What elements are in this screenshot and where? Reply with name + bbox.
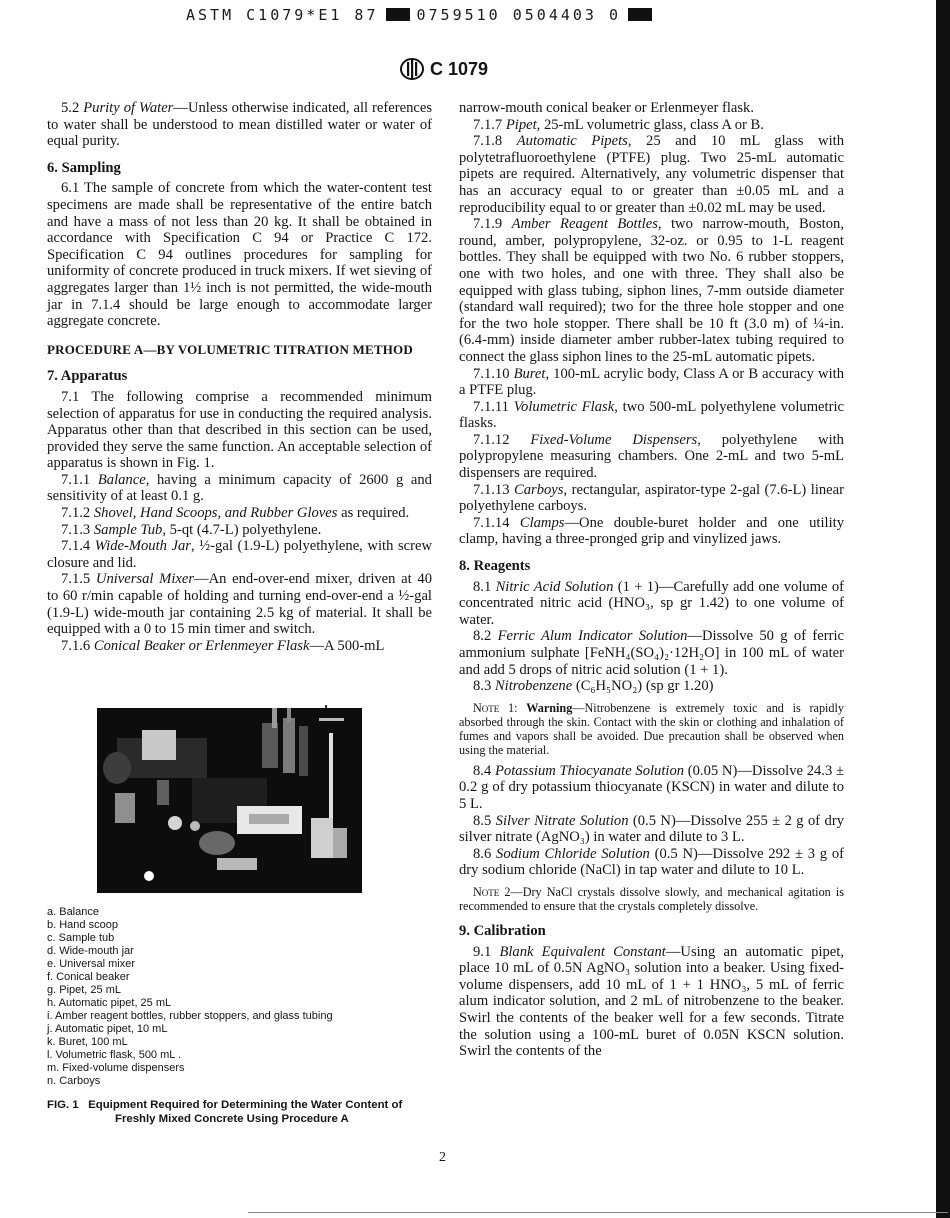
para-7-1: 7.1 The following comprise a recommended minimum selection of apparatus for use in conducting the required analysis. Apparatus other than that described in this section can be used, provided they serve the same function. An acceptable selection of apparatus is shown in Fig. 1. xyxy=(47,388,432,472)
legend-item: n. Carboys xyxy=(47,1075,101,1087)
note-1: Note 1: Warning—Nitrobenzene is extremely toxic and is rapidly absorbed through the skin. Contact with the skin or clothing and inhalation of fumes and vapors shall be avoided. Due precaution shall be observed when using the material. xyxy=(459,700,844,757)
para-7-1-14: 7.1.14 Clamps—One double-buret holder and one utility clamp, having a three-pronged grip and vinylized jaws. xyxy=(459,514,844,548)
para-7-1-7: 7.1.7 Pipet, 25-mL volumetric glass, class A or B. xyxy=(473,116,764,133)
caption-line-1: Equipment Required for Determining the Water Content of xyxy=(88,1099,403,1111)
section-7-heading: 7. Apparatus xyxy=(47,368,128,385)
black-mark-end xyxy=(628,8,652,21)
para-8-6: 8.6 Sodium Chloride Solution (0.5 N)—Dissolve 292 ± 3 g of dry sodium chloride (NaCl) in tap water and dilute to 10 L. xyxy=(459,845,844,879)
para-7-1-12: 7.1.12 Fixed-Volume Dispensers, polyethylene with polypropylene measuring chambers. One 2-mL and two 5-mL dispensers are required. xyxy=(459,431,844,482)
para-7-1-4: 7.1.4 Wide-Mouth Jar, ½-gal (1.9-L) polyethylene, with screw closure and lid. xyxy=(47,538,433,571)
para-7-1-3: 7.1.3 Sample Tub, 5-qt (4.7-L) polyethylene. xyxy=(61,521,322,538)
para-6-1: 6.1 The sample of concrete from which the water-content test specimens are made shall be representative of the entire batch and have a mass of not less than 20 kg. It shall be obtained in accordance with Specification C 94 or Practice C 172. Specification C 94 outlines procedures for sampling for uniformity of concrete produced in truck mixers. If wet sieving of aggregates larger than 1½ inch is not permitted, the wide-mouth jar in 7.1.4 should be large enough to accommodate larger aggregate concrete. xyxy=(47,180,432,330)
scan-code-part2: 0759510 0504403 0 xyxy=(416,6,622,24)
legend-item: f. Conical beaker xyxy=(47,971,130,983)
figure-legend xyxy=(47,906,333,1088)
para-8-2: 8.2 Ferric Alum Indicator Solution—Dissolve 50 g of ferric ammonium sulphate [FeNH₄(SO₄)₂·12H₂O] in 100 mL of water and add 5 drops of nitric acid solution (1 + 1). xyxy=(459,628,845,678)
legend-item: k. Buret, 100 mL xyxy=(47,1036,128,1048)
note-2: Note 2—Dry NaCl crystals dissolve slowly, and mechanical agitation is recommended to ensure that the crystals completely dissolve. xyxy=(459,884,844,913)
right-column xyxy=(459,100,844,1060)
para-7-1-6: 7.1.6 Conical Beaker or Erlenmeyer Flask—A 500-mL xyxy=(61,637,385,654)
designation: C 1079 xyxy=(430,59,489,79)
black-mark xyxy=(386,8,410,21)
page-number: 2 xyxy=(439,1150,446,1165)
para-8-5: 8.5 Silver Nitrate Solution (0.5 N)—Dissolve 255 ± 2 g of dry silver nitrate (AgNO₃) in water and dilute to 3 L. xyxy=(459,812,844,846)
legend-item: c. Sample tub xyxy=(47,932,115,944)
figure-caption xyxy=(47,1098,437,1126)
para-8-4: 8.4 Potassium Thiocyanate Solution (0.05 N)—Dissolve 24.3 ± 0.2 g of dry potassium thiocyanate (KSCN) in water and dilute to 5 L. xyxy=(459,762,844,812)
para-7-1-6-cont: narrow-mouth conical beaker or Erlenmeyer flask. xyxy=(459,100,754,116)
legend-item: j. Automatic pipet, 10 mL xyxy=(47,1023,168,1035)
legend-item: h. Automatic pipet, 25 mL xyxy=(47,997,172,1009)
para-7-1-13: 7.1.13 Carboys, rectangular, aspirator-type 2-gal (7.6-L) linear polyethylene carboys. xyxy=(459,481,844,515)
legend-item: m. Fixed-volume dispensers xyxy=(47,1062,185,1074)
para-7-1-8: 7.1.8 Automatic Pipets, 25 and 10 mL glass with polytetrafluoroethylene (PTFE) plug. Two 25-mL automatic pipets are required. Alternatively, any volumetric dispenser that has an accuracy equal to or greater than ±0.05 mL and a reproducibility equal to or greater than ±0.02 mL may be used. xyxy=(459,133,844,216)
scan-code-part1: ASTM C1079*E1 87 xyxy=(186,6,379,24)
para-7-1-2: 7.1.2 Shovel, Hand Scoops, and Rubber Gloves as required. xyxy=(61,505,410,522)
para-5-2: 5.2 Purity of Water—Unless otherwise indicated, all references to water shall be understood to mean distilled water or water of equal purity. xyxy=(47,100,432,150)
legend-item: a. Balance xyxy=(47,906,99,918)
section-8-heading: 8. Reagents xyxy=(459,558,531,575)
section-6-heading: 6. Sampling xyxy=(47,159,121,176)
para-7-1-9: 7.1.9 Amber Reagent Bottles, two narrow-mouth, Boston, round, amber, polypropylene, 32-oz. or 0.95 to 1-L reagent bottles. They shall be equipped with two No. 6 rubber stoppers, one with two holes, and one with three. They shall also be equipped with glass tubing, siphon lines, 7-mm outside diameter (standard wall required); two for the three hole stopper and one for the two hole stopper. There shall be 10 ft (3.0 m) of ¼-in. (6.4-mm) inside diameter amber rubber-latex tubing required to connect the glass siphon lines to the 25-mL automatic pipets. xyxy=(459,216,844,365)
legend-item: d. Wide-mouth jar xyxy=(47,945,134,957)
para-8-3: 8.3 Nitrobenzene (C₆H₅NO₂) (sp gr 1.20) xyxy=(473,678,714,695)
scan-code-header xyxy=(186,6,659,24)
page-header xyxy=(400,58,488,85)
para-7-1-11: 7.1.11 Volumetric Flask, two 500-mL polyethylene volumetric flasks. xyxy=(459,398,844,432)
scan-line xyxy=(248,1212,948,1213)
left-column xyxy=(47,100,432,654)
procedure-a-heading: PROCEDURE A—BY VOLUMETRIC TITRATION METHOD xyxy=(47,341,413,357)
section-9-heading: 9. Calibration xyxy=(459,922,546,939)
para-7-1-10: 7.1.10 Buret, 100-mL acrylic body, Class A or B accuracy with a PTFE plug. xyxy=(459,365,844,399)
equipment-photo xyxy=(97,708,362,893)
legend-item: l. Volumetric flask, 500 mL . xyxy=(47,1049,182,1061)
legend-item: e. Universal mixer xyxy=(47,958,136,970)
para-7-1-1: 7.1.1 Balance, having a minimum capacity of 2600 g and sensitivity of at least 0.1 g. xyxy=(47,471,432,505)
astm-logo-icon xyxy=(400,58,424,85)
para-7-1-5: 7.1.5 Universal Mixer—An end-over-end mixer, driven at 40 to 60 r/min capable of holding and turning end-over-end a ½-gal (1.9-L) wide-mouth jar containing 2.5 kg of material. It shall be equipped with a 0 to 15 min timer and switch. xyxy=(47,571,432,638)
fig-label: FIG. 1 xyxy=(47,1099,79,1111)
legend-item: i. Amber reagent bottles, rubber stoppers, and glass tubing xyxy=(47,1010,333,1022)
caption-line-2: Freshly Mixed Concrete Using Procedure A xyxy=(115,1113,349,1125)
para-9-1: 9.1 Blank Equivalent Constant—Using an automatic pipet, place 10 mL of 0.5N AgNO₃ solution into a beaker. Using fixed-volume dispensers, add 10 mL of 1 + 1 HNO₃, 5 mL of ferric alum indicator solution, and 2 mL of nitrobenzene to the beaker. Swirl the contents of the beaker well for a few seconds. Titrate the solution using a 100-mL buret of 0.05N KSCN solution. Swirl the contents of the xyxy=(459,943,844,1060)
para-8-1: 8.1 Nitric Acid Solution (1 + 1)—Carefully add one volume of concentrated nitric acid (HNO₃, sp gr 1.42) to one volume of water. xyxy=(459,578,844,628)
legend-item: b. Hand scoop xyxy=(47,919,118,931)
scan-edge xyxy=(936,0,950,1218)
legend-item: g. Pipet, 25 mL xyxy=(47,984,121,996)
